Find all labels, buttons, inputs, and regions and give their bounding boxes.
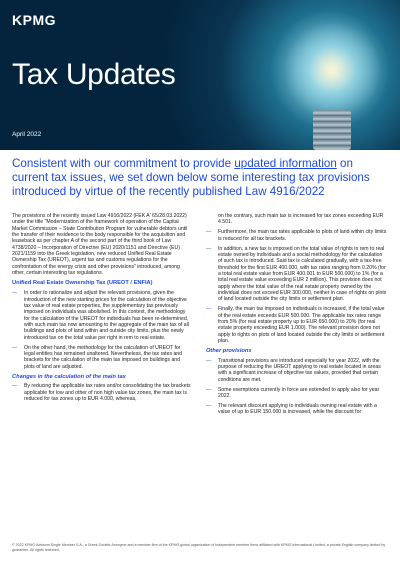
list-item xyxy=(206,358,388,383)
light-bulb-base xyxy=(313,110,351,150)
intro-paragraph: The provisions of the recently issued Law 4916/2022 (FEK A' 65/28.03.2022) under the title "Modernization of the framework of operation of the Capital Market Commission – State Contribution Program for vulnerable debtors until the transfer of their residence to the body responsible for the acquisition and leaseback as per chapter A of the second part of the third book of Law 4738/2020 – Incorporation of Directive (EU) 2020/1151 and Directive (EU) 2021/1159 into the Greek legislation, new reduced Unified Real Estate Ownership Tax (UREOT), urgent tax and customs regulations for the confrontation of the energy crisis and other provisions" introduced, among other, certain interesting tax regulations. xyxy=(12,213,188,277)
dash-icon: — xyxy=(12,383,18,390)
list-item xyxy=(206,403,388,416)
list-item-text: In order to rationalize and adjust the relevant provisions, given the introduction of the new starting prices for the calculation of the objective tax value of real estate properties, the supplementary tax previously imposed on individuals was abolished. In this context, the methodology for the calculation of the UREOT for individuals has been re-determined, with such main tax now amounting to the aggregate of the main tax of all buildings and plots of land within and outside city limits, plus the newly introduced tax on the total value per right in rem to real estate. xyxy=(24,290,189,341)
list-item xyxy=(12,345,192,370)
list-item xyxy=(206,246,388,303)
continued-text: on the contrary, such main tax is increased for tax zones exceeding EUR 4.501. xyxy=(218,213,384,226)
list-item-text: In addition, a new tax is imposed on the total value of rights in rem to real estate owned by individuals and a social methodology for the calculation of such tax is introduced. Said tax is calculated gradually, with a tax-free threshold for the first EUR 400.000, with tax rates ranging from 0.20% (for a total real estate value from EUR 400.001 to EUR 500.000) to 1% (for a total real estate value exceeding EUR 2 million). This provision does not apply where the total value of the real estate property owned by the individual does not exceed EUR 300.000, neither in case of rights on plots of land located outside the city limits or settlement plan. xyxy=(218,245,387,303)
dash-icon: — xyxy=(206,306,212,313)
list-item xyxy=(206,387,388,400)
issue-date: April 2022 xyxy=(12,131,42,138)
page-title: Tax Updates xyxy=(12,58,176,91)
updated-information-link[interactable]: updated information xyxy=(234,157,337,170)
list-item xyxy=(206,306,388,344)
list-item-text: Finally, the main tax imposed on individuals is increased, if the total value of the real estate exceeds EUR 500.000. The applicable tax rates range from 5% (for real estate property up to EUR 650.000) to 20% (for real estate property exceeding EUR 1.000). The relevant provision does not apply to rights on plots of land located outside the city limits or settlement plan. xyxy=(218,306,385,344)
dash-icon: — xyxy=(206,229,212,236)
right-column xyxy=(206,213,388,419)
hero-banner xyxy=(0,0,400,150)
list-item xyxy=(12,290,192,341)
list-item-text: The relevant discount applying to individuals owning real estate with a value of up to EUR 150.000 is increased, while the discount for xyxy=(218,402,377,416)
intro-after-link: on current tax issues, we set down below some interesting tax provisions introduced by virtue of the recently published Law 4916/2022 xyxy=(12,157,370,198)
list-item-text: On the other hand, the methodology for the calculation of UREOT for legal entities has remained unaltered. Nevertheless, the tax rates and brackets for the calculation of the main tax imposed on buildings and plots of land are adjusted. xyxy=(24,344,183,370)
list-item-text: By reducing the applicable tax rates and/or consolidating the tax brackets applicable for low and other of non high value tax zones, the main tax is reduced for tax zones up to EUR 4.000, whereas, xyxy=(24,383,191,402)
copyright-footer: © 2022 KPMG Advisors Single Member S.A., a Greek Société Anonyme and a member firm of the KPMG global organization of independent member firms affiliated with KPMG International Limited, a private English company limited by guarantee. All rights reserved. xyxy=(12,543,386,552)
section-heading-other-provisions: Other provisions xyxy=(206,348,252,355)
dash-icon: — xyxy=(206,357,212,364)
dash-icon: — xyxy=(206,245,212,252)
kpmg-logo: KPMG xyxy=(12,12,56,28)
dash-icon: — xyxy=(206,402,212,409)
list-item xyxy=(206,229,388,242)
intro-before-link: Consistent with our commitment to provide xyxy=(12,157,235,170)
list-item xyxy=(12,383,192,402)
section-heading-ureot: Unified Real Estate Ownership Tax (UREOT / ENFIA) xyxy=(12,280,153,287)
dash-icon: — xyxy=(12,290,18,297)
dash-icon: — xyxy=(12,344,18,351)
list-item-text: Transitional provisions are introduced especially for year 2022, with the purpose of reducing the UREOT applying to real estate located in areas with a significant increase of objective tax values, provided that certain conditions are met. xyxy=(218,357,381,383)
light-bulb-image xyxy=(285,20,380,120)
intro-text xyxy=(12,157,390,199)
section-heading-main-tax: Changes in the calculation of the main tax xyxy=(12,373,126,380)
list-item-text: Some exemptions currently in force are extended to apply also for year 2022. xyxy=(218,386,380,399)
list-item-text: Furthermore, the main tax rates applicable to plots of land within city limits is reduced for all tax brackets. xyxy=(218,229,387,242)
dash-icon: — xyxy=(206,386,212,393)
left-column xyxy=(12,213,192,406)
